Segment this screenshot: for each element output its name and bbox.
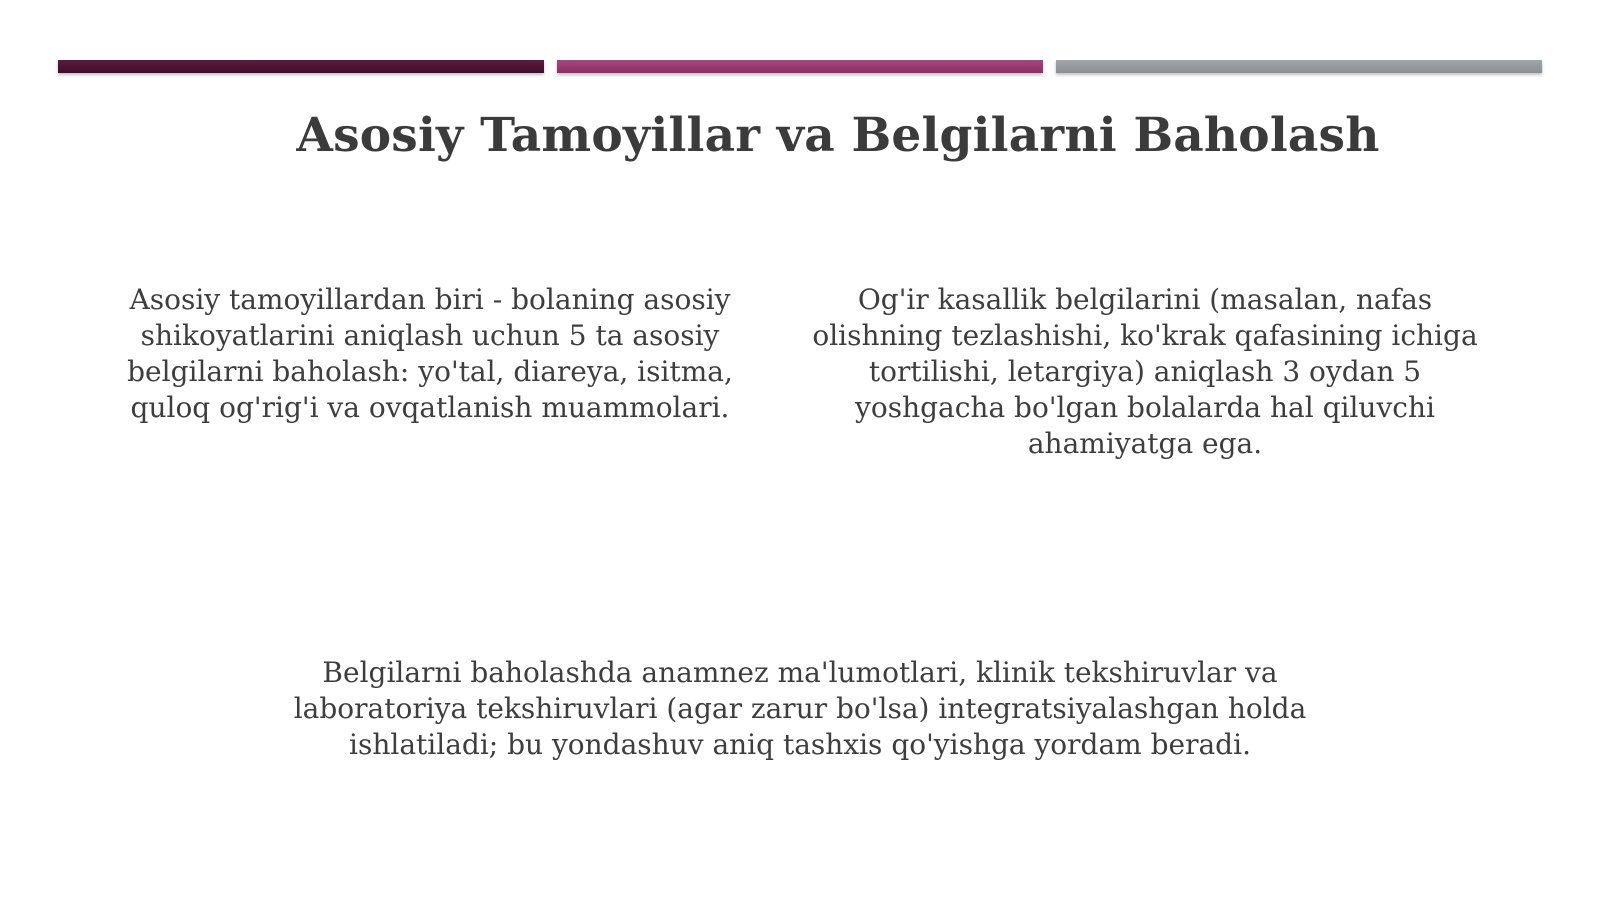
accent-bar-gray	[1056, 60, 1542, 73]
paragraph-right: Og'ir kasallik belgilarini (masalan, nafas olishning tezlashishi, ko'krak qafasining ichiga tortilishi, letargiya) aniqlash 3 oydan 5 yoshgacha bo'lgan bolalarda hal qiluvchi ahamiyatga ega.	[812, 283, 1478, 460]
slide-title: Asosiy Tamoyillar va Belgilarni Baholash	[296, 108, 1380, 163]
paragraph-bottom: Belgilarni baholashda anamnez ma'lumotlari, klinik tekshiruvlar va laboratoriya tekshiruvlari (agar zarur bo'lsa) integratsiyalashgan holda ishlatiladi; bu yondashuv aniq tashxis qo'yishga yordam beradi.	[293, 656, 1307, 761]
accent-bar-magenta	[557, 60, 1043, 73]
paragraph-left: Asosiy tamoyillardan biri - bolaning asosiy shikoyatlarini aniqlash uchun 5 ta asosiy belgilarni baholash: yo'tal, diareya, isitma, quloq og'rig'i va ovqatlanish muammolari.	[127, 283, 733, 424]
accent-bar-dark	[58, 60, 544, 73]
